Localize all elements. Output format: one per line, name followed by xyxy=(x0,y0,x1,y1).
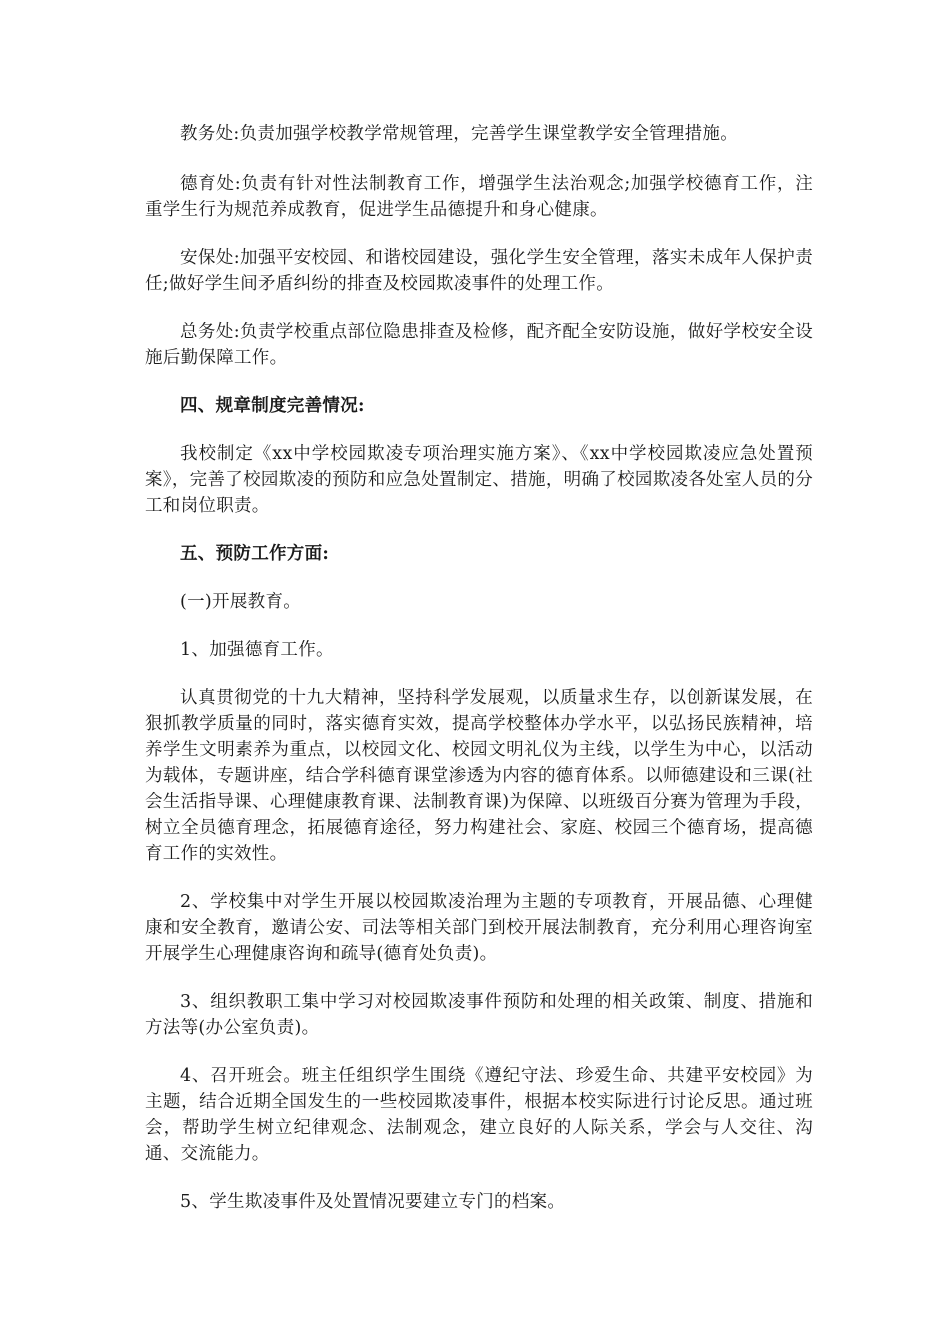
item-4: 4、召开班会。班主任组织学生围绕《遵纪守法、珍爱生命、共建平安校园》为主题，结合近期全国发生的一些校园欺凌事件，根据本校实际进行讨论反思。通过班会，帮助学生树立纪律观念、法制观念，建立良好的人际关系，学会与人交往、沟通、交流能力。 xyxy=(145,1066,813,1164)
paragraph-regulations: 我校制定《xx中学校园欺凌专项治理实施方案》、《xx中学校园欺凌应急处置预案》，完善了校园欺凌的预防和应急处置制定、措施，明确了校园欺凌各处室人员的分工和岗位职责。 xyxy=(145,444,813,516)
section-heading-regulations: 四、规章制度完善情况: xyxy=(180,396,365,416)
item-5: 5、学生欺凌事件及处置情况要建立专门的档案。 xyxy=(180,1192,566,1212)
paragraph-academic-affairs: 教务处:负责加强学校教学常规管理，完善学生课堂教学安全管理措施。 xyxy=(180,124,738,144)
document-page xyxy=(145,121,813,1237)
paragraph-moral-education: 德育处:负责有针对性法制教育工作，增强学生法治观念;加强学校德育工作，注重学生行为规范养成教育，促进学生品德提升和身心健康。 xyxy=(145,174,813,220)
item-2: 2、学校集中对学生开展以校园欺凌治理为主题的专项教育，开展品德、心理健康和安全教育，邀请公安、司法等相关部门到校开展法制教育，充分利用心理咨询室开展学生心理健康咨询和疏导(德育处负责)。 xyxy=(145,892,813,964)
item-1-heading: 1、加强德育工作。 xyxy=(180,640,334,660)
paragraph-security-office: 安保处:加强平安校园、和谐校园建设，强化学生安全管理，落实未成年人保护责任;做好学生间矛盾纠纷的排查及校园欺凌事件的处理工作。 xyxy=(145,248,813,294)
item-3: 3、组织教职工集中学习对校园欺凌事件预防和处理的相关政策、制度、措施和方法等(办公室负责)。 xyxy=(145,992,813,1038)
paragraph-general-affairs: 总务处:负责学校重点部位隐患排查及检修，配齐配全安防设施，做好学校安全设施后勤保障工作。 xyxy=(145,322,813,368)
section-heading-prevention: 五、预防工作方面: xyxy=(180,544,330,564)
paragraph-moral-work: 认真贯彻党的十九大精神，坚持科学发展观，以质量求生存，以创新谋发展，在狠抓教学质量的同时，落实德育实效，提高学校整体办学水平，以弘扬民族精神，培养学生文明素养为重点，以校园文化、校园文明礼仪为主线，以学生为中心，以活动为载体，专题讲座，结合学科德育课堂渗透为内容的德育体系。以师德建设和三课(社会生活指导课、心理健康教育课、法制教育课)为保障、以班级百分赛为管理为手段，树立全员德育理念，拓展德育途径，努力构建社会、家庭、校园三个德育场，提高德育工作的实效性。 xyxy=(145,688,813,864)
subheading-education: (一)开展教育。 xyxy=(180,592,302,612)
